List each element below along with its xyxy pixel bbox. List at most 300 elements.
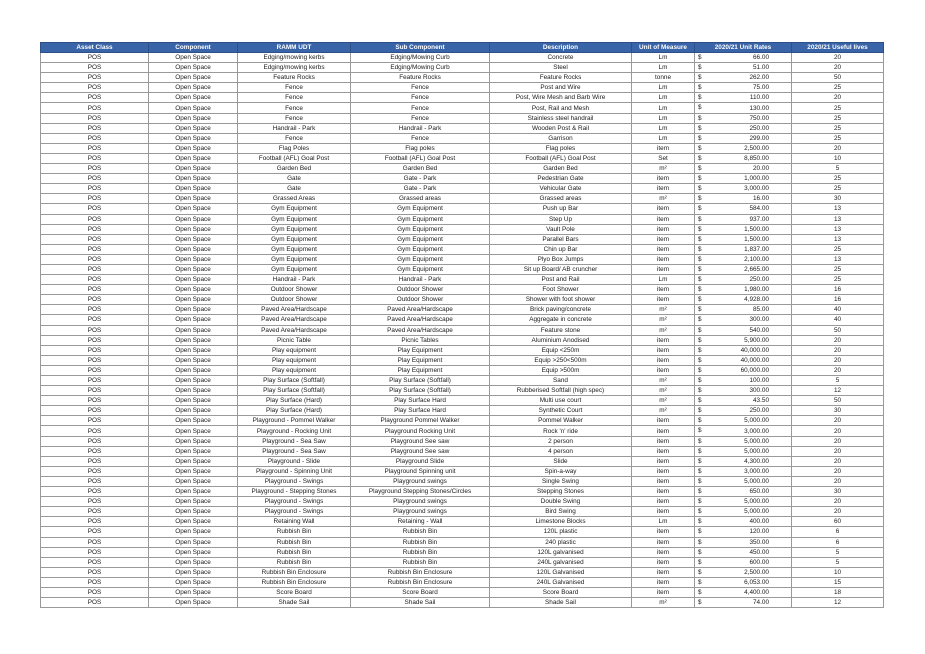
cell-sub-component: Gym Equipment bbox=[351, 204, 490, 214]
cell-description: 240L galvanised bbox=[490, 557, 632, 567]
table-row bbox=[41, 133, 884, 143]
currency-symbol: $ bbox=[698, 64, 702, 72]
currency-symbol: $ bbox=[698, 518, 702, 526]
cell-unit-rate bbox=[695, 264, 792, 274]
table-row bbox=[41, 295, 884, 305]
cell-asset-class: POS bbox=[41, 476, 149, 486]
table-row bbox=[41, 244, 884, 254]
table-row bbox=[41, 103, 884, 113]
header-useful-lives: 2020/21 Useful lives bbox=[792, 43, 884, 53]
currency-symbol: $ bbox=[698, 508, 702, 516]
cell-unit-rate bbox=[695, 133, 792, 143]
cell-unit-rate bbox=[695, 83, 792, 93]
cell-description: Spin-a-way bbox=[490, 466, 632, 476]
cell-asset-class: POS bbox=[41, 446, 149, 456]
table-row bbox=[41, 406, 884, 416]
rate-value: 1,837.00 bbox=[744, 245, 769, 253]
cell-unit: Lm bbox=[632, 83, 695, 93]
rate-value: 60,000.00 bbox=[740, 366, 769, 374]
cell-unit: item bbox=[632, 476, 695, 486]
cell-ramm-udt: Edging/mowing kerbs bbox=[238, 63, 351, 73]
cell-asset-class: POS bbox=[41, 113, 149, 123]
cell-ramm-udt: Fence bbox=[238, 113, 351, 123]
table-row bbox=[41, 305, 884, 315]
cell-description: Vault Pole bbox=[490, 224, 632, 234]
currency-symbol: $ bbox=[698, 356, 702, 364]
cell-sub-component: Edging/Mowing Curb bbox=[351, 53, 490, 63]
cell-ramm-udt: Rubbish Bin Enclosure bbox=[238, 567, 351, 577]
cell-asset-class: POS bbox=[41, 365, 149, 375]
cell-unit: m² bbox=[632, 305, 695, 315]
cell-ramm-udt: Rubbish Bin bbox=[238, 527, 351, 537]
cell-asset-class: POS bbox=[41, 174, 149, 184]
cell-unit-rate bbox=[695, 355, 792, 365]
cell-component: Open Space bbox=[149, 567, 238, 577]
cell-description: Sit up Board/ AB cruncher bbox=[490, 264, 632, 274]
cell-unit-rate bbox=[695, 113, 792, 123]
currency-symbol: $ bbox=[698, 457, 702, 465]
rate-value: 6,053.00 bbox=[744, 578, 769, 586]
cell-asset-class: POS bbox=[41, 507, 149, 517]
cell-description: Equip <250m bbox=[490, 345, 632, 355]
cell-ramm-udt: Playground - Sea Saw bbox=[238, 446, 351, 456]
cell-description: Post, Wire Mesh and Barb Wire bbox=[490, 93, 632, 103]
cell-unit: item bbox=[632, 234, 695, 244]
cell-asset-class: POS bbox=[41, 426, 149, 436]
cell-ramm-udt: Play Surface (Softfall) bbox=[238, 386, 351, 396]
cell-sub-component: Playground Spinning unit bbox=[351, 466, 490, 476]
cell-component: Open Space bbox=[149, 517, 238, 527]
cell-component: Open Space bbox=[149, 244, 238, 254]
cell-unit-rate bbox=[695, 285, 792, 295]
cell-unit-rate bbox=[695, 335, 792, 345]
rate-value: 300.00 bbox=[749, 316, 769, 324]
cell-sub-component: Gym Equipment bbox=[351, 234, 490, 244]
cell-sub-component: Play Surface Hard bbox=[351, 406, 490, 416]
cell-component: Open Space bbox=[149, 194, 238, 204]
cell-component: Open Space bbox=[149, 174, 238, 184]
rate-value: 299.00 bbox=[749, 134, 769, 142]
cell-asset-class: POS bbox=[41, 315, 149, 325]
header-ramm-udt: RAMM UDT bbox=[238, 43, 351, 53]
cell-unit: item bbox=[632, 497, 695, 507]
table-row bbox=[41, 113, 884, 123]
cell-component: Open Space bbox=[149, 73, 238, 83]
cell-unit: m² bbox=[632, 194, 695, 204]
cell-unit-rate bbox=[695, 598, 792, 608]
currency-symbol: $ bbox=[698, 346, 702, 354]
cell-component: Open Space bbox=[149, 416, 238, 426]
currency-symbol: $ bbox=[698, 336, 702, 344]
cell-useful-life: 40 bbox=[792, 315, 884, 325]
rate-value: 5,000.00 bbox=[744, 477, 769, 485]
cell-asset-class: POS bbox=[41, 587, 149, 597]
table-row bbox=[41, 537, 884, 547]
cell-sub-component: Feature Rocks bbox=[351, 73, 490, 83]
cell-sub-component: Gym Equipment bbox=[351, 254, 490, 264]
rate-value: 400.00 bbox=[749, 518, 769, 526]
table-row bbox=[41, 517, 884, 527]
cell-asset-class: POS bbox=[41, 224, 149, 234]
cell-component: Open Space bbox=[149, 164, 238, 174]
cell-asset-class: POS bbox=[41, 577, 149, 587]
cell-description: Brick paving/concrete bbox=[490, 305, 632, 315]
cell-useful-life: 30 bbox=[792, 487, 884, 497]
cell-unit: item bbox=[632, 365, 695, 375]
cell-unit-rate bbox=[695, 517, 792, 527]
rate-value: 540.00 bbox=[749, 326, 769, 334]
currency-symbol: $ bbox=[698, 316, 702, 324]
cell-unit-rate bbox=[695, 164, 792, 174]
cell-sub-component: Playground See saw bbox=[351, 446, 490, 456]
cell-description: Parallel Bars bbox=[490, 234, 632, 244]
table-row bbox=[41, 376, 884, 386]
cell-description: 120L galvanised bbox=[490, 547, 632, 557]
cell-unit: item bbox=[632, 184, 695, 194]
rate-value: 5,000.00 bbox=[744, 508, 769, 516]
table-row bbox=[41, 426, 884, 436]
cell-asset-class: POS bbox=[41, 598, 149, 608]
cell-asset-class: POS bbox=[41, 194, 149, 204]
cell-asset-class: POS bbox=[41, 416, 149, 426]
cell-component: Open Space bbox=[149, 598, 238, 608]
cell-ramm-udt: Rubbish Bin bbox=[238, 557, 351, 567]
cell-component: Open Space bbox=[149, 507, 238, 517]
cell-unit: Lm bbox=[632, 93, 695, 103]
cell-unit-rate bbox=[695, 456, 792, 466]
cell-asset-class: POS bbox=[41, 53, 149, 63]
cell-unit-rate bbox=[695, 396, 792, 406]
table-row bbox=[41, 547, 884, 557]
cell-component: Open Space bbox=[149, 456, 238, 466]
cell-component: Open Space bbox=[149, 376, 238, 386]
cell-component: Open Space bbox=[149, 93, 238, 103]
cell-component: Open Space bbox=[149, 254, 238, 264]
header-unit-rates: 2020/21 Unit Rates bbox=[695, 43, 792, 53]
cell-useful-life: 6 bbox=[792, 537, 884, 547]
cell-sub-component: Edging/Mowing Curb bbox=[351, 63, 490, 73]
cell-ramm-udt: Rubbish Bin bbox=[238, 547, 351, 557]
cell-unit-rate bbox=[695, 527, 792, 537]
cell-sub-component: Fence bbox=[351, 83, 490, 93]
cell-asset-class: POS bbox=[41, 204, 149, 214]
table-row bbox=[41, 466, 884, 476]
cell-component: Open Space bbox=[149, 214, 238, 224]
cell-sub-component: Rubbish Bin bbox=[351, 547, 490, 557]
cell-unit: m² bbox=[632, 406, 695, 416]
cell-ramm-udt: Gate bbox=[238, 184, 351, 194]
currency-symbol: $ bbox=[698, 578, 702, 586]
cell-unit: m² bbox=[632, 376, 695, 386]
cell-sub-component: Playground swings bbox=[351, 476, 490, 486]
cell-useful-life: 20 bbox=[792, 446, 884, 456]
cell-sub-component: Play Surface Hard bbox=[351, 396, 490, 406]
cell-description: Equip >250<500m bbox=[490, 355, 632, 365]
cell-asset-class: POS bbox=[41, 123, 149, 133]
cell-description: Synthetic Court bbox=[490, 406, 632, 416]
cell-component: Open Space bbox=[149, 497, 238, 507]
cell-useful-life: 25 bbox=[792, 103, 884, 113]
currency-symbol: $ bbox=[698, 144, 702, 152]
cell-ramm-udt: Fence bbox=[238, 133, 351, 143]
cell-ramm-udt: Flag Poles bbox=[238, 143, 351, 153]
cell-sub-component: Football (AFL) Goal Post bbox=[351, 153, 490, 163]
cell-component: Open Space bbox=[149, 355, 238, 365]
cell-unit-rate bbox=[695, 204, 792, 214]
cell-ramm-udt: Playground - Slide bbox=[238, 456, 351, 466]
cell-useful-life: 5 bbox=[792, 557, 884, 567]
cell-sub-component: Fence bbox=[351, 93, 490, 103]
table-row bbox=[41, 153, 884, 163]
rate-value: 4,928.00 bbox=[744, 296, 769, 304]
cell-component: Open Space bbox=[149, 436, 238, 446]
cell-useful-life: 20 bbox=[792, 426, 884, 436]
cell-unit: m² bbox=[632, 396, 695, 406]
cell-unit-rate bbox=[695, 497, 792, 507]
cell-unit: item bbox=[632, 547, 695, 557]
cell-description: Slide bbox=[490, 456, 632, 466]
cell-description: 240L Galvanised bbox=[490, 577, 632, 587]
cell-ramm-udt: Paved Area/Hardscape bbox=[238, 315, 351, 325]
cell-sub-component: Grassed areas bbox=[351, 194, 490, 204]
cell-useful-life: 20 bbox=[792, 456, 884, 466]
rate-value: 650.00 bbox=[749, 488, 769, 496]
cell-useful-life: 16 bbox=[792, 295, 884, 305]
cell-component: Open Space bbox=[149, 83, 238, 93]
cell-unit: item bbox=[632, 567, 695, 577]
cell-sub-component: Rubbish Bin bbox=[351, 537, 490, 547]
cell-description: 120L Galvanised bbox=[490, 567, 632, 577]
rate-value: 5,000.00 bbox=[744, 498, 769, 506]
currency-symbol: $ bbox=[698, 407, 702, 415]
cell-unit: item bbox=[632, 244, 695, 254]
table-row bbox=[41, 194, 884, 204]
cell-description: Steel bbox=[490, 63, 632, 73]
rate-value: 2,100.00 bbox=[744, 255, 769, 263]
rate-value: 8,850.00 bbox=[744, 154, 769, 162]
cell-unit: item bbox=[632, 557, 695, 567]
cell-description: Post, Rail and Mesh bbox=[490, 103, 632, 113]
cell-sub-component: Gym Equipment bbox=[351, 214, 490, 224]
cell-unit-rate bbox=[695, 93, 792, 103]
cell-description: Shower with foot shower bbox=[490, 295, 632, 305]
rate-value: 100.00 bbox=[749, 377, 769, 385]
cell-useful-life: 50 bbox=[792, 325, 884, 335]
cell-sub-component: Play Equipment bbox=[351, 345, 490, 355]
currency-symbol: $ bbox=[698, 427, 702, 435]
cell-useful-life: 20 bbox=[792, 436, 884, 446]
currency-symbol: $ bbox=[698, 74, 702, 82]
cell-useful-life: 13 bbox=[792, 254, 884, 264]
currency-symbol: $ bbox=[698, 488, 702, 496]
cell-component: Open Space bbox=[149, 103, 238, 113]
cell-ramm-udt: Edging/mowing kerbs bbox=[238, 53, 351, 63]
cell-unit-rate bbox=[695, 537, 792, 547]
currency-symbol: $ bbox=[698, 185, 702, 193]
cell-unit-rate bbox=[695, 587, 792, 597]
cell-unit: item bbox=[632, 174, 695, 184]
cell-description: Rock 'n' ride bbox=[490, 426, 632, 436]
cell-unit-rate bbox=[695, 234, 792, 244]
cell-component: Open Space bbox=[149, 577, 238, 587]
cell-asset-class: POS bbox=[41, 547, 149, 557]
rate-value: 120.00 bbox=[749, 528, 769, 536]
cell-asset-class: POS bbox=[41, 396, 149, 406]
table-row bbox=[41, 164, 884, 174]
table-row bbox=[41, 416, 884, 426]
table-row bbox=[41, 93, 884, 103]
cell-description: Feature stone bbox=[490, 325, 632, 335]
header-row bbox=[41, 43, 884, 53]
table-row bbox=[41, 355, 884, 365]
cell-useful-life: 20 bbox=[792, 497, 884, 507]
table-row bbox=[41, 315, 884, 325]
cell-asset-class: POS bbox=[41, 214, 149, 224]
cell-description: Feature Rocks bbox=[490, 73, 632, 83]
rate-value: 2,665.00 bbox=[744, 266, 769, 274]
cell-useful-life: 16 bbox=[792, 285, 884, 295]
cell-component: Open Space bbox=[149, 325, 238, 335]
cell-ramm-udt: Picnic Table bbox=[238, 335, 351, 345]
cell-useful-life: 18 bbox=[792, 587, 884, 597]
cell-component: Open Space bbox=[149, 123, 238, 133]
rate-value: 130.00 bbox=[749, 104, 769, 112]
cell-unit-rate bbox=[695, 376, 792, 386]
cell-useful-life: 20 bbox=[792, 143, 884, 153]
header-unit-of-measure: Unit of Measure bbox=[632, 43, 695, 53]
cell-ramm-udt: Playground - Swings bbox=[238, 476, 351, 486]
cell-sub-component: Handrail - Park bbox=[351, 123, 490, 133]
currency-symbol: $ bbox=[698, 599, 702, 607]
cell-ramm-udt: Gym Equipment bbox=[238, 224, 351, 234]
currency-symbol: $ bbox=[698, 477, 702, 485]
cell-unit-rate bbox=[695, 487, 792, 497]
rate-value: 750.00 bbox=[749, 114, 769, 122]
table-row bbox=[41, 527, 884, 537]
cell-description: Chin up Bar bbox=[490, 244, 632, 254]
cell-ramm-udt: Play Surface (Hard) bbox=[238, 396, 351, 406]
table-row bbox=[41, 204, 884, 214]
cell-description: Aluminium Anodised bbox=[490, 335, 632, 345]
rate-value: 74.00 bbox=[753, 599, 769, 607]
table-row bbox=[41, 365, 884, 375]
cell-sub-component: Fence bbox=[351, 103, 490, 113]
cell-unit-rate bbox=[695, 577, 792, 587]
cell-unit: tonne bbox=[632, 73, 695, 83]
cell-ramm-udt: Retaining Wall bbox=[238, 517, 351, 527]
cell-component: Open Space bbox=[149, 184, 238, 194]
rate-value: 3,000.00 bbox=[744, 427, 769, 435]
currency-symbol: $ bbox=[698, 195, 702, 203]
cell-component: Open Space bbox=[149, 537, 238, 547]
rate-value: 5,000.00 bbox=[744, 437, 769, 445]
cell-component: Open Space bbox=[149, 264, 238, 274]
cell-component: Open Space bbox=[149, 406, 238, 416]
rate-value: 450.00 bbox=[749, 548, 769, 556]
cell-asset-class: POS bbox=[41, 466, 149, 476]
cell-sub-component: Score Board bbox=[351, 587, 490, 597]
cell-asset-class: POS bbox=[41, 527, 149, 537]
cell-ramm-udt: Rubbish Bin bbox=[238, 537, 351, 547]
cell-ramm-udt: Play equipment bbox=[238, 365, 351, 375]
cell-useful-life: 5 bbox=[792, 164, 884, 174]
currency-symbol: $ bbox=[698, 326, 702, 334]
rate-value: 1,500.00 bbox=[744, 225, 769, 233]
table-row bbox=[41, 345, 884, 355]
cell-component: Open Space bbox=[149, 466, 238, 476]
cell-useful-life: 13 bbox=[792, 224, 884, 234]
cell-unit: item bbox=[632, 143, 695, 153]
cell-ramm-udt: Gate bbox=[238, 174, 351, 184]
cell-sub-component: Paved Area/Hardscape bbox=[351, 325, 490, 335]
currency-symbol: $ bbox=[698, 397, 702, 405]
table-row bbox=[41, 567, 884, 577]
rate-value: 110.00 bbox=[749, 94, 769, 102]
cell-unit: item bbox=[632, 295, 695, 305]
rate-value: 584.00 bbox=[749, 205, 769, 213]
cell-unit: Lm bbox=[632, 113, 695, 123]
cell-ramm-udt: Playground - Swings bbox=[238, 507, 351, 517]
header-sub-component: Sub Component bbox=[351, 43, 490, 53]
cell-useful-life: 25 bbox=[792, 133, 884, 143]
table-row bbox=[41, 497, 884, 507]
table-row bbox=[41, 386, 884, 396]
rate-value: 250.00 bbox=[749, 276, 769, 284]
cell-sub-component: Outdoor Shower bbox=[351, 285, 490, 295]
cell-ramm-udt: Football (AFL) Goal Post bbox=[238, 153, 351, 163]
cell-ramm-udt: Paved Area/Hardscape bbox=[238, 325, 351, 335]
cell-unit: item bbox=[632, 285, 695, 295]
currency-symbol: $ bbox=[698, 225, 702, 233]
cell-asset-class: POS bbox=[41, 487, 149, 497]
cell-unit: item bbox=[632, 587, 695, 597]
table-row bbox=[41, 587, 884, 597]
currency-symbol: $ bbox=[698, 366, 702, 374]
cell-description: Flag poles bbox=[490, 143, 632, 153]
cell-ramm-udt: Rubbish Bin Enclosure bbox=[238, 577, 351, 587]
cell-component: Open Space bbox=[149, 295, 238, 305]
cell-description: Pedestrian Gate bbox=[490, 174, 632, 184]
cell-sub-component: Rubbish Bin bbox=[351, 557, 490, 567]
cell-unit-rate bbox=[695, 345, 792, 355]
cell-sub-component: Fence bbox=[351, 133, 490, 143]
cell-unit-rate bbox=[695, 466, 792, 476]
cell-asset-class: POS bbox=[41, 386, 149, 396]
table-row bbox=[41, 184, 884, 194]
table-row bbox=[41, 598, 884, 608]
rate-value: 5,900.00 bbox=[744, 336, 769, 344]
currency-symbol: $ bbox=[698, 215, 702, 223]
cell-ramm-udt: Playground - Sea Saw bbox=[238, 436, 351, 446]
currency-symbol: $ bbox=[698, 296, 702, 304]
cell-description: Sand bbox=[490, 376, 632, 386]
cell-useful-life: 10 bbox=[792, 153, 884, 163]
cell-unit-rate bbox=[695, 305, 792, 315]
currency-symbol: $ bbox=[698, 548, 702, 556]
cell-asset-class: POS bbox=[41, 133, 149, 143]
cell-component: Open Space bbox=[149, 285, 238, 295]
header-description: Description bbox=[490, 43, 632, 53]
table-row bbox=[41, 577, 884, 587]
rate-value: 2,500.00 bbox=[744, 568, 769, 576]
cell-asset-class: POS bbox=[41, 143, 149, 153]
cell-sub-component: Play Equipment bbox=[351, 355, 490, 365]
cell-unit: Lm bbox=[632, 63, 695, 73]
table-row bbox=[41, 396, 884, 406]
cell-useful-life: 50 bbox=[792, 396, 884, 406]
table-row bbox=[41, 224, 884, 234]
cell-asset-class: POS bbox=[41, 355, 149, 365]
